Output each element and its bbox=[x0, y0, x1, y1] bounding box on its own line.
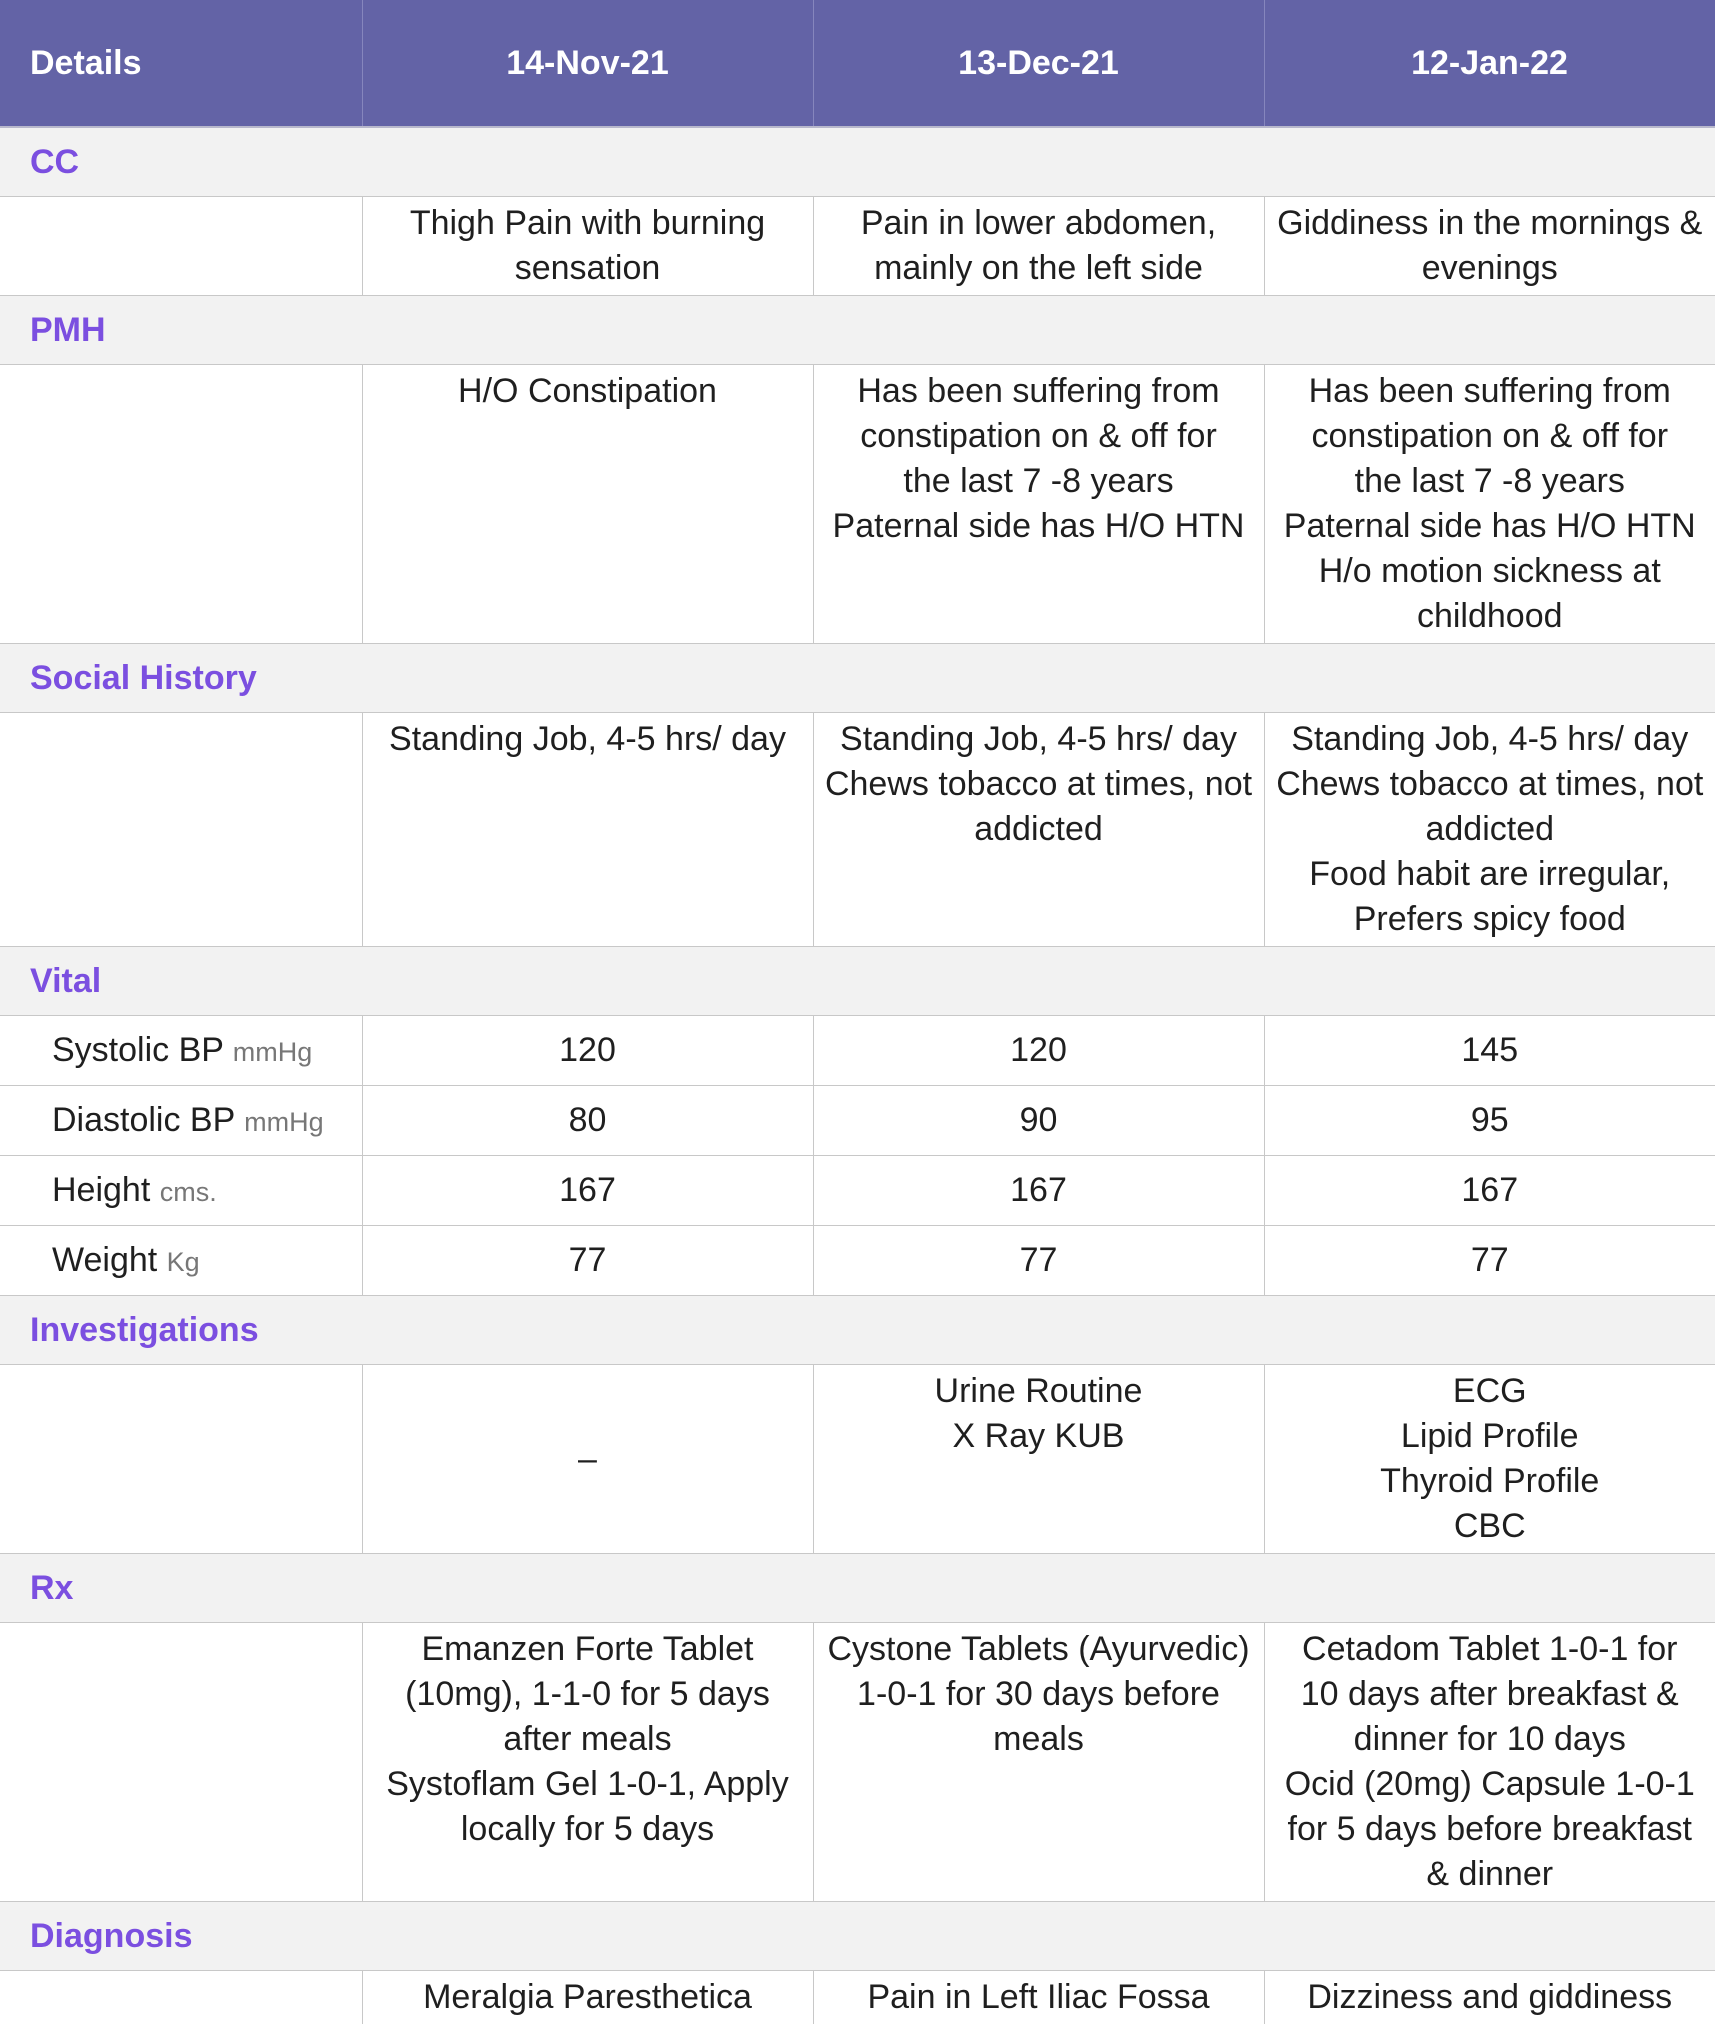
visit-date-2-header: 13-Dec-21 bbox=[813, 0, 1264, 127]
vital-row-diastolic-bp bbox=[0, 1086, 1715, 1156]
investigations-visit-3: ECG Lipid Profile Thyroid Profile CBC bbox=[1264, 1365, 1715, 1554]
cc-visit-3: Giddiness in the mornings & evenings bbox=[1264, 197, 1715, 296]
rx-visit-2: Cystone Tablets (Ayurvedic) 1-0-1 for 30 days before meals bbox=[813, 1623, 1264, 1902]
section-social-history bbox=[0, 644, 1715, 713]
diastolic-bp-visit-1: 80 bbox=[362, 1086, 813, 1156]
row-label-empty bbox=[0, 1623, 362, 1902]
section-vital bbox=[0, 947, 1715, 1016]
systolic-bp-visit-2: 120 bbox=[813, 1016, 1264, 1086]
diastolic-bp-visit-2: 90 bbox=[813, 1086, 1264, 1156]
height-visit-3: 167 bbox=[1264, 1156, 1715, 1226]
investigations-visit-2: Urine Routine X Ray KUB bbox=[813, 1365, 1264, 1554]
vital-row-weight bbox=[0, 1226, 1715, 1296]
section-title-rx: Rx bbox=[0, 1554, 1715, 1623]
vital-name: Diastolic BP bbox=[52, 1101, 235, 1139]
vital-unit: mmHg bbox=[244, 1107, 324, 1137]
systolic-bp-visit-1: 120 bbox=[362, 1016, 813, 1086]
section-diagnosis bbox=[0, 1902, 1715, 1971]
diastolic-bp-visit-3: 95 bbox=[1264, 1086, 1715, 1156]
row-label-empty bbox=[0, 197, 362, 296]
section-rx bbox=[0, 1554, 1715, 1623]
social-visit-2: Standing Job, 4-5 hrs/ day Chews tobacco at times, not addicted bbox=[813, 713, 1264, 947]
social-visit-1: Standing Job, 4-5 hrs/ day bbox=[362, 713, 813, 947]
investigations-row bbox=[0, 1365, 1715, 1554]
section-pmh bbox=[0, 296, 1715, 365]
systolic-bp-visit-3: 145 bbox=[1264, 1016, 1715, 1086]
cc-visit-2: Pain in lower abdomen, mainly on the left side bbox=[813, 197, 1264, 296]
diagnosis-visit-1: Meralgia Paresthetica bbox=[362, 1971, 813, 2024]
vital-unit: Kg bbox=[166, 1247, 200, 1277]
vital-label-weight bbox=[0, 1226, 362, 1296]
pmh-row bbox=[0, 365, 1715, 644]
visit-date-1-header: 14-Nov-21 bbox=[362, 0, 813, 127]
vital-label-diastolic-bp bbox=[0, 1086, 362, 1156]
diagnosis-visit-3: Dizziness and giddiness bbox=[1264, 1971, 1715, 2024]
vital-row-systolic-bp bbox=[0, 1016, 1715, 1086]
row-label-empty bbox=[0, 1971, 362, 2024]
diagnosis-visit-2: Pain in Left Iliac Fossa bbox=[813, 1971, 1264, 2024]
section-title-diagnosis: Diagnosis bbox=[0, 1902, 1715, 1971]
section-cc bbox=[0, 127, 1715, 197]
weight-visit-2: 77 bbox=[813, 1226, 1264, 1296]
diagnosis-row bbox=[0, 1971, 1715, 2024]
details-column-header: Details bbox=[0, 0, 362, 127]
pmh-visit-3: Has been suffering from constipation on & off for the last 7 -8 years Paternal side has H/O HTN H/o motion sickness at childhood bbox=[1264, 365, 1715, 644]
row-label-empty bbox=[0, 713, 362, 947]
rx-row bbox=[0, 1623, 1715, 1902]
pmh-visit-1: H/O Constipation bbox=[362, 365, 813, 644]
header-row bbox=[0, 0, 1715, 127]
visit-date-3-header: 12-Jan-22 bbox=[1264, 0, 1715, 127]
section-title-cc: CC bbox=[0, 127, 1715, 197]
social-history-row bbox=[0, 713, 1715, 947]
cc-row bbox=[0, 197, 1715, 296]
height-visit-1: 167 bbox=[362, 1156, 813, 1226]
weight-visit-3: 77 bbox=[1264, 1226, 1715, 1296]
cc-visit-1: Thigh Pain with burning sensation bbox=[362, 197, 813, 296]
row-label-empty bbox=[0, 365, 362, 644]
vital-name: Weight bbox=[52, 1241, 158, 1279]
vital-name: Systolic BP bbox=[52, 1031, 224, 1069]
vital-row-height bbox=[0, 1156, 1715, 1226]
section-title-vital: Vital bbox=[0, 947, 1715, 1016]
weight-visit-1: 77 bbox=[362, 1226, 813, 1296]
section-title-pmh: PMH bbox=[0, 296, 1715, 365]
row-label-empty bbox=[0, 1365, 362, 1554]
section-title-social-history: Social History bbox=[0, 644, 1715, 713]
pmh-visit-2: Has been suffering from constipation on & off for the last 7 -8 years Paternal side has H/O HTN bbox=[813, 365, 1264, 644]
rx-visit-1: Emanzen Forte Tablet (10mg), 1-1-0 for 5 days after meals Systoflam Gel 1-0-1, Apply locally for 5 days bbox=[362, 1623, 813, 1902]
section-title-investigations: Investigations bbox=[0, 1296, 1715, 1365]
investigations-visit-1: – bbox=[362, 1365, 813, 1554]
section-investigations bbox=[0, 1296, 1715, 1365]
vital-label-height bbox=[0, 1156, 362, 1226]
rx-visit-3: Cetadom Tablet 1-0-1 for 10 days after breakfast & dinner for 10 days Ocid (20mg) Capsule 1-0-1 for 5 days before breakfast & dinner bbox=[1264, 1623, 1715, 1902]
vital-name: Height bbox=[52, 1171, 151, 1209]
vital-unit: cms. bbox=[159, 1177, 217, 1207]
vital-label-systolic-bp bbox=[0, 1016, 362, 1086]
vital-unit: mmHg bbox=[232, 1037, 313, 1067]
height-visit-2: 167 bbox=[813, 1156, 1264, 1226]
social-visit-3: Standing Job, 4-5 hrs/ day Chews tobacco at times, not addicted Food habit are irregular, Prefers spicy food bbox=[1264, 713, 1715, 947]
